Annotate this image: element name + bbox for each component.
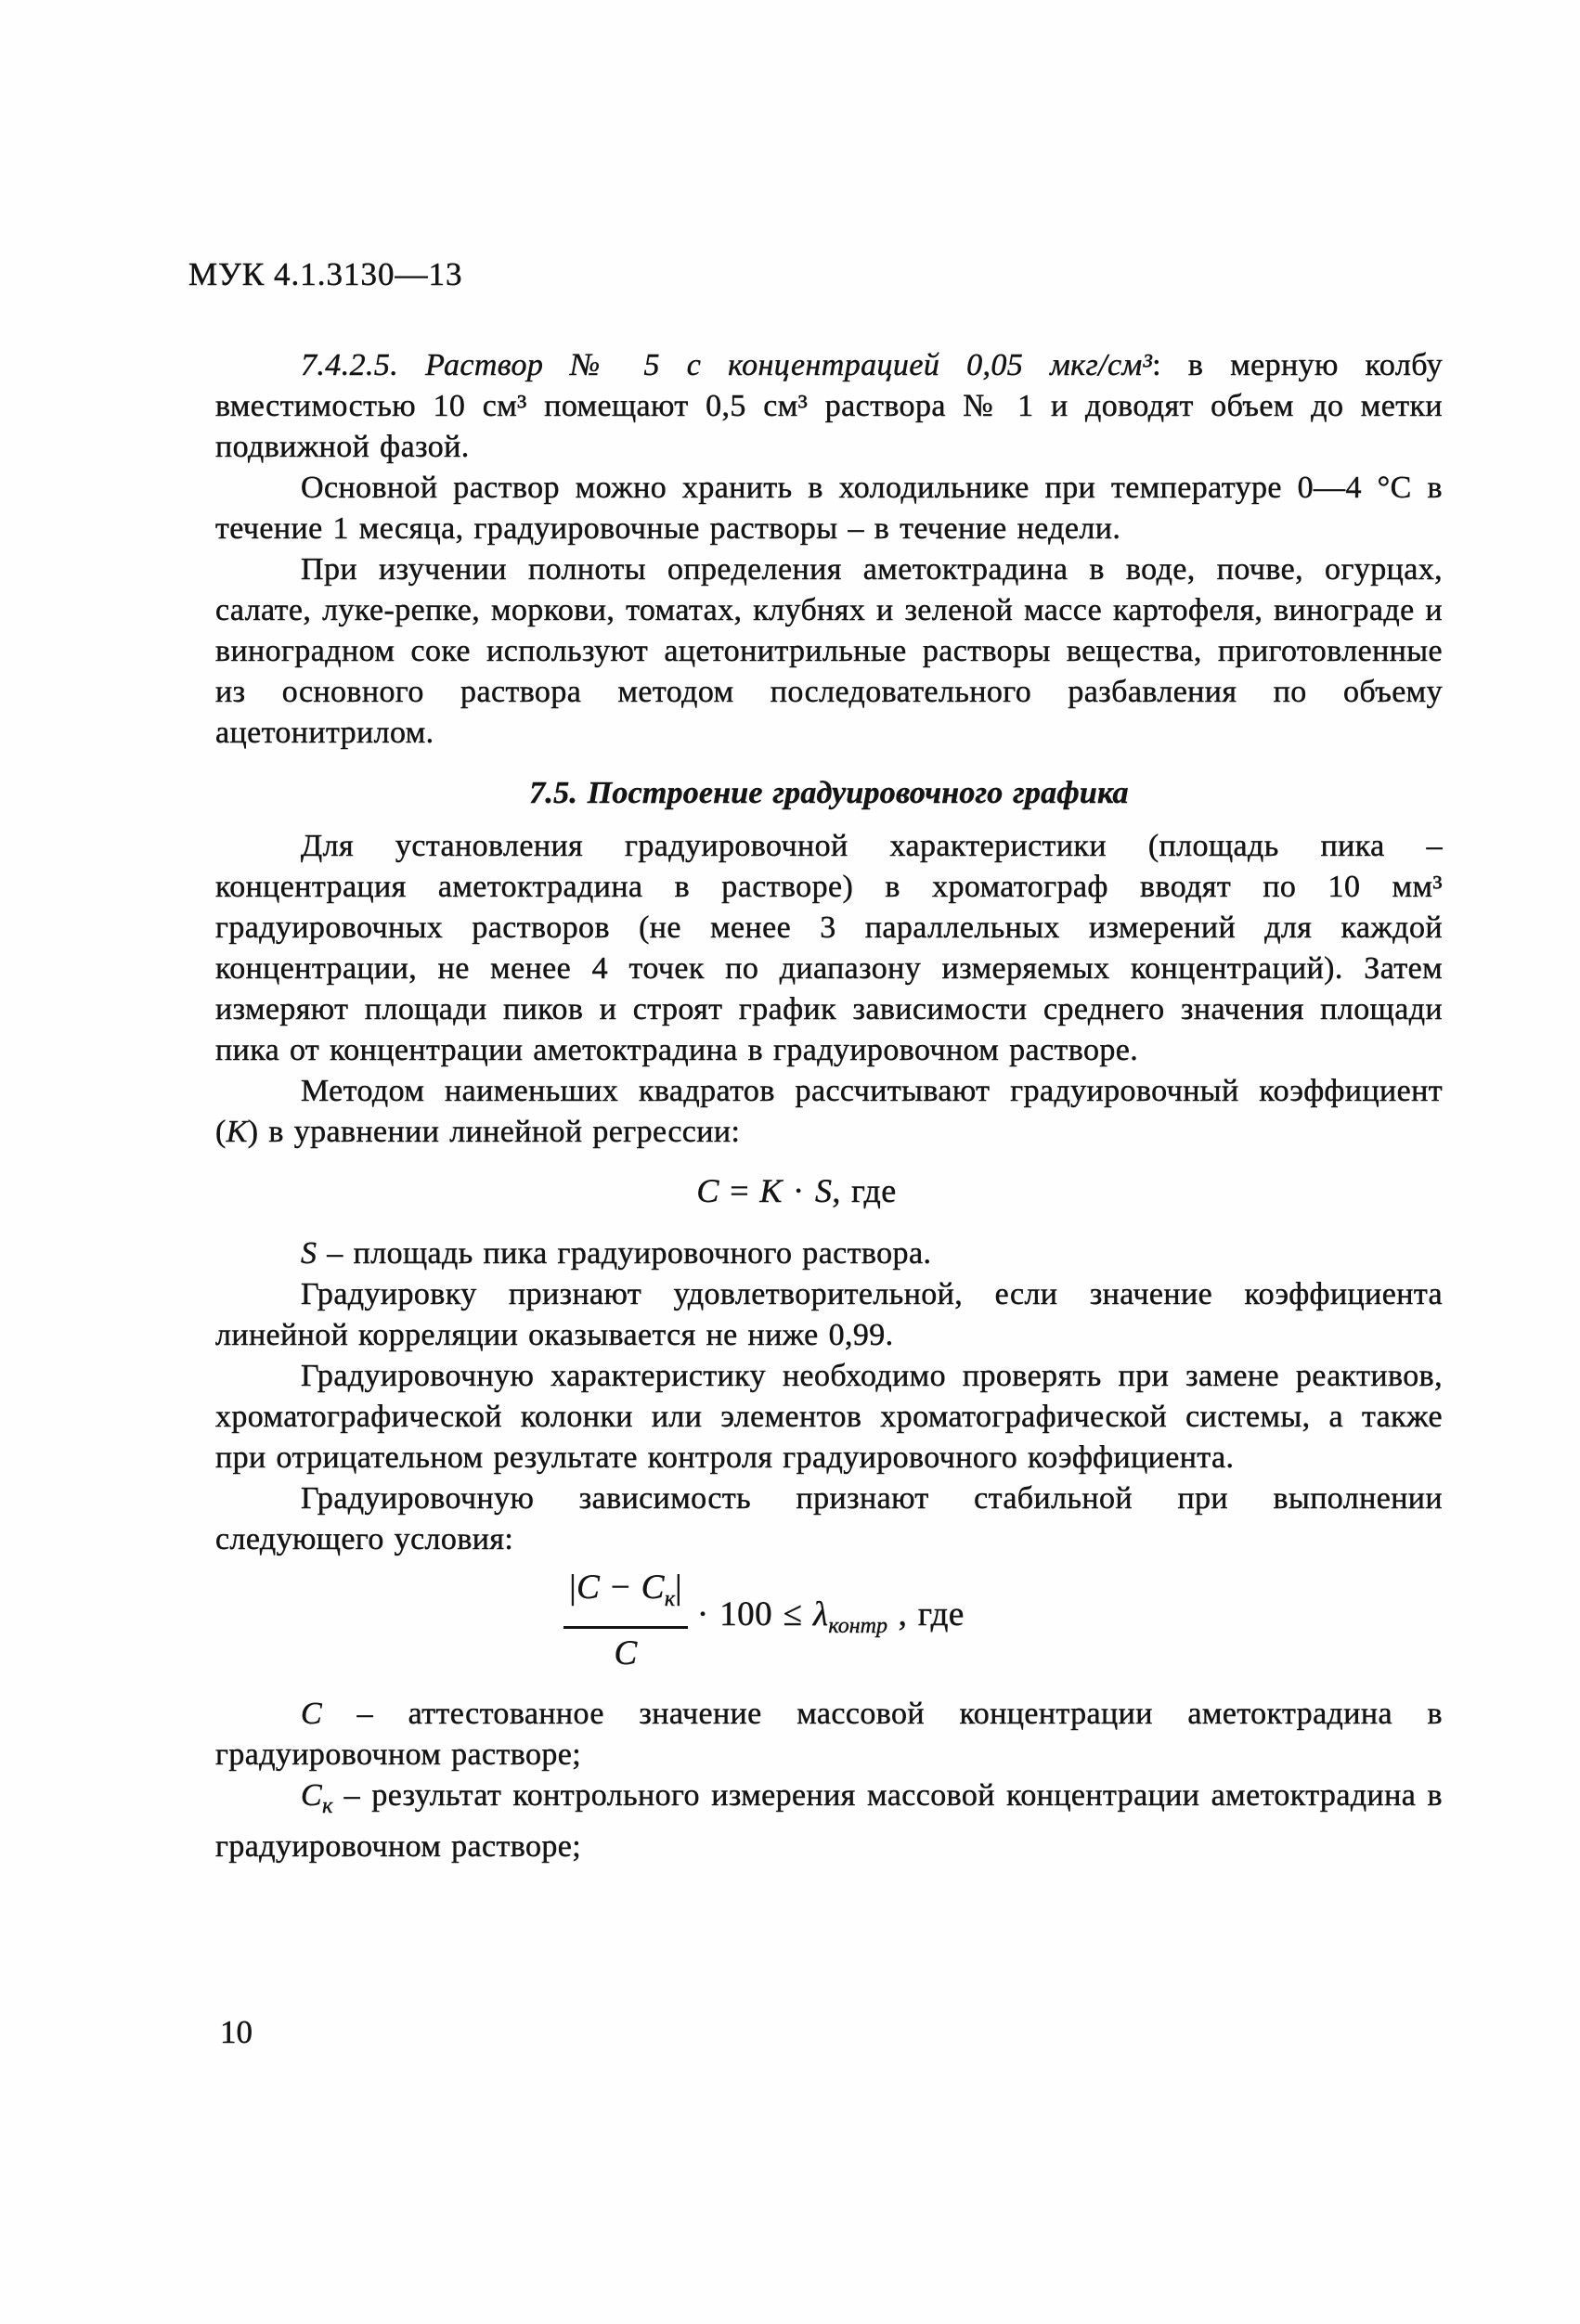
- c-definition-text: – аттестованное значение массовой концентрации аметоктрадина в градуировочном растворе;: [215, 1697, 1443, 1772]
- formula-c-symbol: C: [696, 1172, 719, 1209]
- paragraph-correlation: Градуировку признают удовлетворительной, если значение коэффициента линейной корреляции оказывается не ниже 0,99.: [215, 1277, 1443, 1352]
- fraction-numerator: [563, 1568, 688, 1626]
- formula-stability-condition: [150, 1569, 1378, 1672]
- paragraph-stability: Градуировочную зависимость признают стабильной при выполнении следующего условия:: [215, 1481, 1443, 1556]
- s-definition-text: – площадь пика градуировочного раствора.: [317, 1236, 932, 1271]
- fraction-denominator: [563, 1626, 688, 1674]
- numerator-ck-subscript: к: [664, 1586, 676, 1611]
- least-squares-text-tail: ) в уравнении линейной регрессии:: [247, 1115, 741, 1149]
- s-symbol: S: [301, 1236, 317, 1271]
- formula-k-symbol: K: [759, 1172, 783, 1209]
- paragraph-solution-5: [215, 345, 1443, 468]
- formula-equals: =: [719, 1172, 760, 1209]
- lambda-subscript: контр: [828, 1614, 887, 1638]
- clause-text: : в мерную колбу вместимостью 10 см³ помещают 0,5 см³ раствора № 1 и доводят объем до метки подвижной фазой.: [215, 348, 1443, 464]
- numerator-ck-symbol: C: [641, 1568, 665, 1607]
- document-code: МУК 4.1.3130—13: [188, 256, 463, 292]
- least-squares-text: Методом наименьших квадратов рассчитывают градуировочный коэффициент (: [215, 1074, 1443, 1149]
- coefficient-k-symbol: К: [226, 1115, 248, 1149]
- abs-open-bar: |: [569, 1568, 577, 1607]
- formula-dot: ·: [782, 1172, 815, 1209]
- section-heading-7-5: 7.5. Построение градуировочного графика: [529, 776, 1129, 810]
- formula-where-2: , где: [887, 1595, 965, 1633]
- ck-subscript: к: [322, 1794, 333, 1818]
- page-number: 10: [220, 2014, 253, 2050]
- formula-multiplier: · 100 ≤: [696, 1595, 813, 1633]
- paragraph-ck-definition: [215, 1775, 1443, 1867]
- lambda-symbol: λ: [812, 1595, 829, 1633]
- numerator-c-symbol: C: [576, 1568, 601, 1607]
- formula-s-symbol: S: [814, 1172, 833, 1209]
- numerator-minus: −: [600, 1568, 641, 1607]
- clause-title: 7.4.2.5. Раствор № 5 с концентрацией 0,05 мкг/см³: [301, 348, 1153, 382]
- ck-definition-text: – результат контрольного измерения массовой концентрации аметоктрадина в градуировочном растворе;: [215, 1778, 1443, 1864]
- formula-inequality: [697, 1595, 965, 1646]
- paragraph-recovery-study: При изучении полноты определения аметоктрадина в воде, почве, огурцах, салате, луке-репке, моркови, томатах, клубнях и зеленой массе картофеля, винограде и виноградном соке используют ацетонитрильные растворы вещества, приготовленные из основного раствора методом последовательного разбавления по объему ацетонитрилом.: [215, 552, 1443, 750]
- paragraph-least-squares: [215, 1071, 1443, 1153]
- paragraph-calibration: Для установления градуировочной характеристики (площадь пика – концентрация аметоктрадина в растворе) в хроматограф вводят по 10 мм³ градуировочных растворов (не менее 3 параллельных измерений для каждой концентрации, не менее 4 точек по диапазону измеряемых концентраций). Затем измеряют площади пиков и строят график зависимости среднего значения площади пика от концентрации аметоктрадина в градуировочном растворе.: [215, 829, 1443, 1067]
- formula-regression: [183, 1170, 1410, 1211]
- paragraph-recheck: Градуировочную характеристику необходимо проверять при замене реактивов, хроматографической колонки или элементов хроматографической системы, а также при отрицательном результате контроля градуировочного коэффициента.: [215, 1359, 1443, 1475]
- abs-close-bar: |: [675, 1568, 682, 1607]
- document-body: [215, 345, 1443, 1867]
- formula-where: , где: [832, 1172, 897, 1209]
- paragraph-c-definition: [215, 1694, 1443, 1775]
- c-symbol: C: [301, 1697, 323, 1731]
- ck-symbol: C: [301, 1778, 323, 1813]
- paragraph-s-definition: [215, 1233, 1443, 1274]
- denominator-c-symbol: C: [614, 1633, 638, 1672]
- formula-fraction: [563, 1568, 688, 1674]
- paragraph-storage: Основной раствор можно хранить в холодильнике при температуре 0—4 °С в течение 1 месяца, градуировочные растворы – в течение недели.: [215, 471, 1443, 546]
